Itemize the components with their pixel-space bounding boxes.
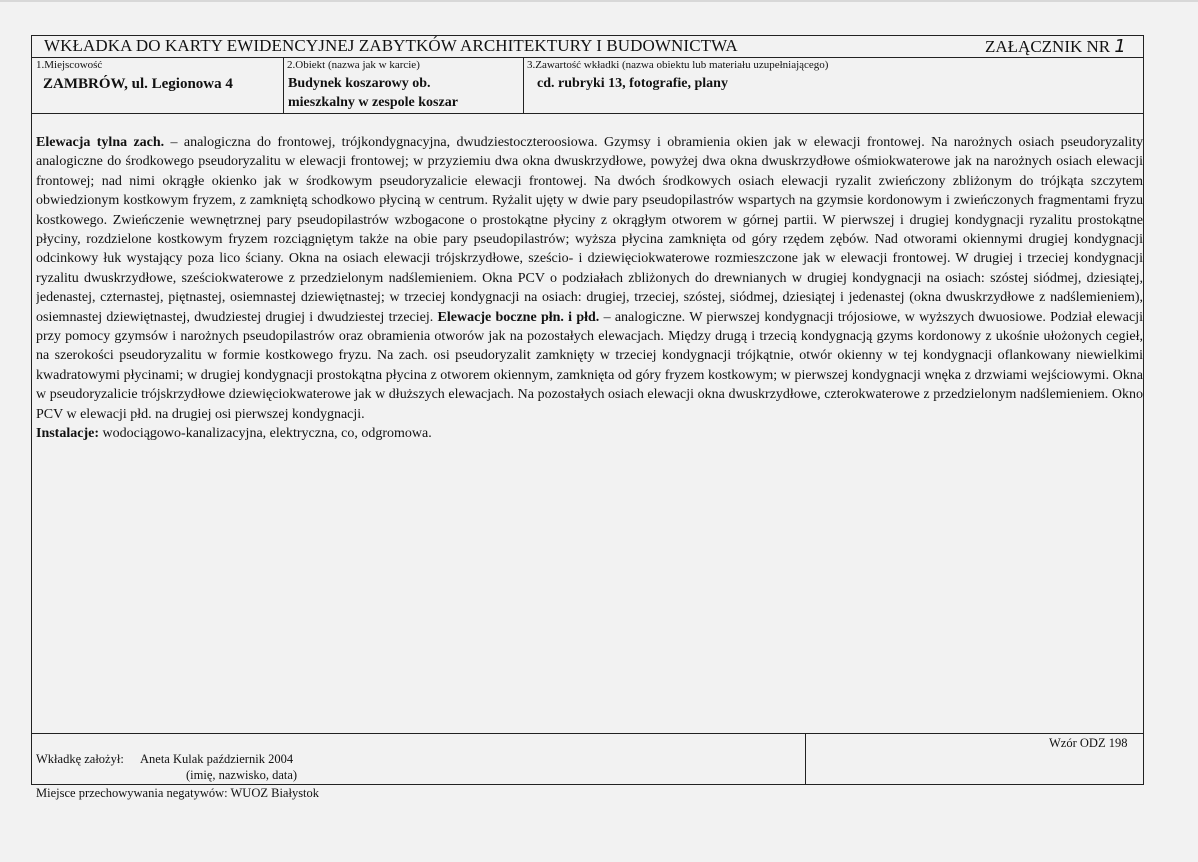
installations-heading: Instalacje: — [36, 426, 99, 442]
content-value: cd. rubryki 13, fotografie, plany — [537, 76, 728, 91]
installations-text: wodociągowo-kanalizacyjna, elektryczna, co, odgromowa. — [99, 426, 432, 442]
rear-elevation-text: – analogiczna do frontowej, trójkondygnacyjna, dwudziestoczteroosiowa. Gzymsy i obramienia okien jak w elewacji frontowej. Na narożnych osiach pseudoryzality analogiczne do środkowego pseudoryzalitu w elewacji frontowej; w przyziemiu dwa okna dwuskrzydłowe, powyżej dwa okna dwuskrzydłowe ośmiokwaterowe jak na narożnych osiach elewacji frontowej; nad nimi okrągłe okienko jak w środkowym pseudoryzalicie elewacji frontowej. Na dwóch środkowych osiach elewacji ryzalit zwieńczony zbliżonym do trójkąta szczytem obwiedzionym kostkowym fryzem, z zamkniętą schodkowo płyciną w centrum. Ryżalit ujęty w dwie pary pseudopilastrów wspartych na gzymsie kordonowym i zwieńczonych fragmentami fryzu kostkowego. Zwieńczenie wewnętrznej pary pseudopilastrów wzbogacone o prostokątne płyciny z okrągłym otworem w górnej partii. W pierwszej i drugiej kondygnacji ryzalitu prostokątne płyciny, rozdzielone kostkowym fryzem rozciągniętym także na obie pary pseudopilastrów; wyższa płycina zamknięta od góry rzędem zębów. Nad otworami okiennymi drugiej kondygnacji odcinkowy łuk wystający poza lico ściany. Okna na osiach elewacji trójskrzydłowe, sześcio- i dziewięciokwaterowe rozmieszczone jak w elewacji frontowej. W drugiej i trzeciej kondygnacji ryzalitu dwuskrzydłowe, sześciokwaterowe z przedzielonym nadślemieniem. Okna PCV o podziałach zbliżonych do drewnianych w drugiej kondygnacji na osiach: szóstej siódmej, dziesiątej, jedenastej, czternastej, piętnastej, osiemnastej dziewiętnastej; w trzeciej kondygnacji na osiach: drugiej, trzeciej, szóstej, siódmej, dziesiątej i jedenastej (okna dwuskrzydłowe z nadślemieniem), osiemnastej dziewiętnastej, dwudziestej drugiej i dwudziestej trzeciej. — [36, 135, 1143, 325]
footer-divider — [31, 733, 1144, 734]
annex-number: 1 — [1114, 36, 1126, 57]
description-paragraph — [36, 133, 1143, 424]
author-value: Aneta Kulak październik 2004 — [140, 752, 294, 766]
annex-label — [985, 36, 1126, 57]
negatives-storage: Miejsce przechowywania negatywów: WUOZ Białystok — [36, 786, 320, 800]
description-body — [36, 133, 1143, 528]
rear-elevation-heading: Elewacja tylna zach. — [36, 135, 165, 150]
locality-label: 1.Miejscowość — [36, 59, 103, 71]
object-label: 2.Obiekt (nazwa jak w karcie) — [287, 59, 420, 71]
scan-edge — [0, 0, 1198, 2]
installations-paragraph — [36, 424, 1143, 443]
field-separator-1 — [283, 57, 284, 113]
header-divider — [31, 57, 1144, 58]
field-separator-2 — [523, 57, 524, 113]
side-elevations-heading: Elewacje boczne płn. i płd. — [437, 309, 600, 325]
form-title: WKŁADKA DO KARTY EWIDENCYJNEJ ZABYTKÓW ARCHITEKTURY I BUDOWNICTWA — [44, 36, 738, 55]
author-caption: (imię, nazwisko, data) — [186, 768, 298, 782]
fields-divider — [31, 113, 1144, 114]
author-label: Wkładkę założył: — [36, 752, 124, 766]
side-elevations-text: – analogiczne. W pierwszej kondygnacji trójosiowe, w wyższych dwuosiowe. Podział elewacji przy pomocy gzymsów i narożnych pseudopilastrów oraz obramienia otworów jak na pozostałych elewacjach. Między drugą i trzecią kondygnacją gzyms kordonowy z ukośnie ułożonych cegieł, na szerokości pseudoryzalitu w formie kostkowego fryzu. Na zach. osi pseudoryzalit zamknięty w trzeciej kondygnacji trójkątnie, otwór okienny w tej kondygnacji oflankowany niewielkimi kwadratowymi płycinami; w drugiej kondygnacji prostokątna płycina z otworem okiennym, zamknięta od góry fryzem kostkowym; w pierwszej kondygnacji wnęka z drzwiami wejściowymi. Okna w pseudoryzalicie trójskrzydłowe dziewięciokwaterowe jak w dłuższych elewacjach. Na pozostałych osiach elewacji okna dwuskrzydłowe, czterokwaterowe z przedzielonym nadślemieniem. Okno PCV w elewacji płd. na drugiej osi pierwszej kondygnacji. — [36, 309, 1143, 422]
template-code: Wzór ODZ 198 — [1049, 736, 1128, 750]
object-value-line1: Budynek koszarowy ob. — [288, 76, 431, 91]
content-label: 3.Zawartość wkładki (nazwa obiektu lub materiału uzupełniającego) — [527, 59, 829, 71]
annex-label-text: ZAŁĄCZNIK NR — [985, 37, 1111, 56]
footer-separator — [805, 733, 806, 785]
object-value-line2: mieszkalny w zespole koszar — [288, 95, 458, 110]
locality-value: ZAMBRÓW, ul. Legionowa 4 — [43, 76, 233, 92]
